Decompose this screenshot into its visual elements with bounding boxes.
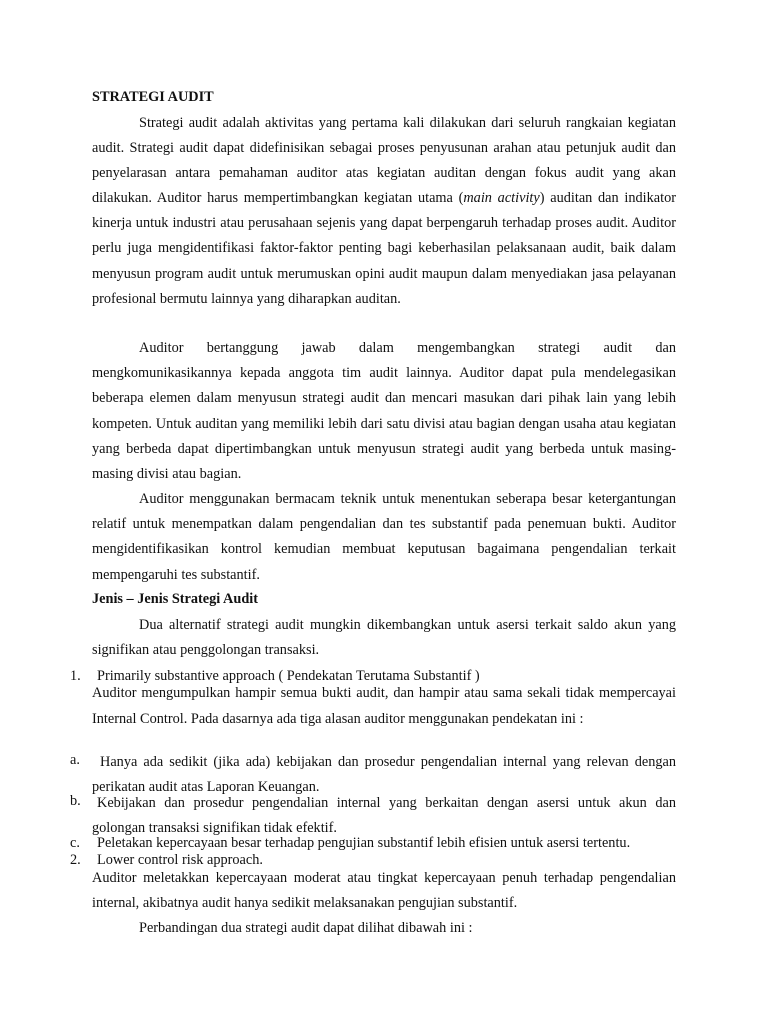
paragraph-intro bbox=[92, 111, 676, 312]
paragraph-comparison: Perbandingan dua strategi audit dapat dilihat dibawah ini : bbox=[139, 920, 473, 936]
list-item-a: Hanya ada sedikit (jika ada) kebijakan dan prosedur pengendalian internal yang relevan dengan perikatan audit atas Laporan Keuangan. bbox=[92, 754, 676, 795]
page-title: STRATEGI AUDIT bbox=[92, 89, 214, 105]
list-item-2: Lower control risk approach. bbox=[97, 852, 263, 868]
paragraph-intro-text-2: ) auditan dan indikator kinerja untuk industri atau perusahaan sejenis yang dapat berpengaruh terhadap proses audit. Auditor perlu juga mengidentifikasi faktor-faktor penting bagi keberhasilan pelaksanaan audit, baik dalam menyusun program audit untuk merumuskan opini audit maupun dalam menyediakan jasa pelayanan profesional bermutu lainnya yang diharapkan auditan. bbox=[92, 190, 676, 307]
list-marker-c: c. bbox=[70, 835, 80, 851]
list-item-b: Kebijakan dan prosedur pengendalian internal yang berkaitan dengan asersi untuk akun dan golongan transaksi signifikan tidak efektif. bbox=[92, 795, 676, 836]
paragraph-responsibility: Auditor bertanggung jawab dalam mengembangkan strategi audit dan mengkomunikasikannya kepada anggota tim audit lainnya. Auditor dapat pula mendelegasikan beberapa elemen dalam menyusun strategi audit dan mencari masukan dari pihak lain yang lebih kompeten. Untuk auditan yang memiliki lebih dari satu divisi atau bagian dengan usaha atau kegiatan yang berbeda dapat dipertimbangkan untuk menyusun strategi audit yang berbeda untuk masing-masing divisi atau bagian. bbox=[92, 340, 676, 483]
list-marker-1: 1. bbox=[70, 668, 81, 684]
list-item-1: Primarily substantive approach ( Pendekatan Terutama Substantif ) bbox=[97, 668, 480, 684]
list-marker-2: 2. bbox=[70, 852, 81, 868]
list-item-c: Peletakan kepercayaan besar terhadap pengujian substantif lebih efisien untuk asersi tertentu. bbox=[97, 835, 631, 851]
paragraph-techniques: Auditor menggunakan bermacam teknik untuk menentukan seberapa besar ketergantungan relatif untuk menempatkan dalam pengendalian dan tes substantif pada penemuan bukti. Auditor mengidentifikasikan kontrol kemudian membuat keputusan bagaimana pengendalian terkait mempengaruhi tes substantif. bbox=[92, 491, 676, 583]
paragraph-intro-italic: main activity bbox=[463, 190, 540, 207]
paragraph-intro-text-1: Strategi audit adalah aktivitas yang pertama kali dilakukan dari seluruh rangkaian kegiatan audit. Strategi audit dapat didefinisikan sebagai proses penyusunan arahan atau petunjuk audit dan penyelarasan antara pemahaman auditor atas kegiatan auditan dengan fokus audit yang akan dilakukan. Auditor harus mempertimbangkan kegiatan utama ( bbox=[92, 115, 676, 207]
list-item-1-description: Auditor mengumpulkan hampir semua bukti audit, dan hampir atau sama sekali tidak mempercayai Internal Control. Pada dasarnya ada tiga alasan auditor menggunakan pendekatan ini : bbox=[92, 685, 676, 727]
list-marker-b: b. bbox=[70, 793, 81, 809]
section-heading: Jenis – Jenis Strategi Audit bbox=[92, 591, 259, 607]
list-marker-a: a. bbox=[70, 752, 80, 768]
list-item-2-description: Auditor meletakkan kepercayaan moderat atau tingkat kepercayaan penuh terhadap pengendalian internal, akibatnya audit hanya sedikit melaksanakan pengujian substantif. bbox=[92, 870, 676, 911]
paragraph-alternatives: Dua alternatif strategi audit mungkin dikembangkan untuk asersi terkait saldo akun yang signifikan atau penggolongan transaksi. bbox=[92, 617, 676, 658]
